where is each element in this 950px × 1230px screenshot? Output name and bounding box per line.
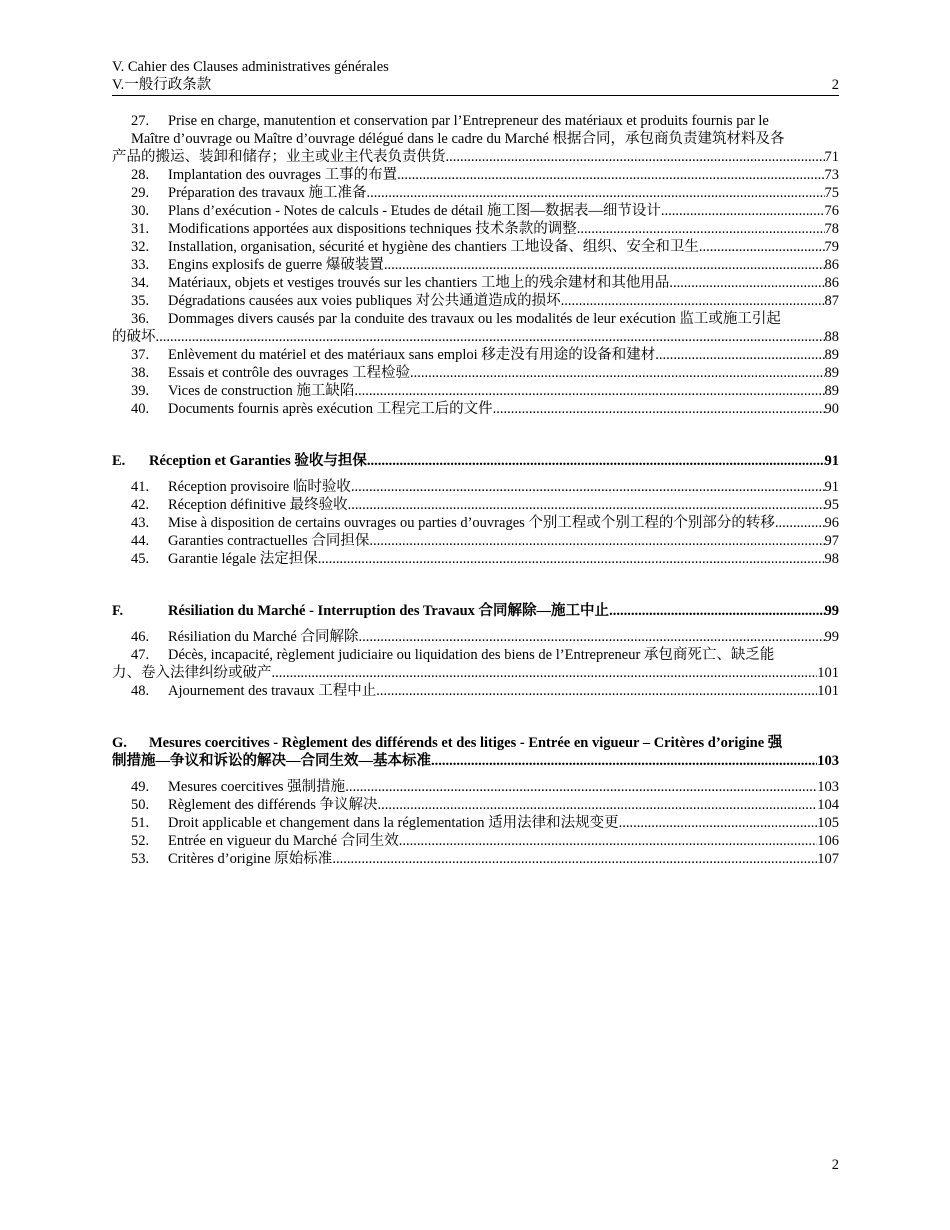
toc-line: [131, 310, 839, 328]
toc-entry[interactable]: [112, 532, 839, 550]
toc-line: [131, 400, 839, 418]
entry-title[interactable]: Garanties contractuelles 合同担保: [168, 533, 370, 549]
entry-title[interactable]: Maître d’ouvrage ou Maître d’ouvrage délégué dans le cadre du Marché 根据合同，承包商负责建筑材料及各: [131, 131, 785, 147]
toc-line: [131, 256, 839, 274]
toc-line: [112, 148, 839, 166]
section-heading[interactable]: [112, 452, 839, 470]
entry-title[interactable]: Préparation des travaux 施工准备: [168, 185, 367, 201]
toc-line: [131, 550, 839, 568]
entry-title[interactable]: Mise à disposition de certains ouvrages ou parties d’ouvrages 个别工程或个别工程的个别部分的转移: [168, 515, 775, 531]
toc-entry[interactable]: [112, 796, 839, 814]
footer-page-number: 2: [831, 1157, 839, 1173]
entry-title[interactable]: Réception définitive 最终验收: [168, 497, 348, 513]
entry-page-number[interactable]: 76: [824, 203, 839, 219]
entry-page-number[interactable]: 103: [817, 779, 839, 795]
entry-title[interactable]: 产品的搬运、装卸和储存；业主或业主代表负责供货: [112, 149, 446, 165]
entry-title[interactable]: Dégradations causées aux voies publiques 对公共通道造成的损坏: [168, 293, 561, 309]
entry-title[interactable]: Décès, incapacité, règlement judiciaire ou liquidation des biens de l’Entrepreneur 承包商死亡、缺乏能: [168, 647, 775, 663]
dot-leader: [619, 814, 818, 832]
entry-page-number[interactable]: 97: [824, 533, 839, 549]
toc-entry[interactable]: [112, 382, 839, 400]
entry-title[interactable]: Réception provisoire 临时验收: [168, 479, 351, 495]
toc-entry[interactable]: [112, 832, 839, 850]
dot-leader: [699, 238, 825, 256]
entry-number: 30.: [131, 203, 150, 219]
toc-entry[interactable]: [112, 682, 839, 700]
entry-page-number[interactable]: 89: [824, 365, 839, 381]
section-heading[interactable]: [112, 734, 839, 770]
entry-number: 31.: [131, 221, 150, 237]
dot-leader: [384, 256, 825, 274]
entry-title[interactable]: Règlement des différends 争议解决: [168, 797, 378, 813]
section-letter: F.: [112, 603, 124, 619]
entry-page-number[interactable]: 90: [824, 401, 839, 417]
toc-line: [131, 682, 839, 700]
entry-title[interactable]: Documents fournis après exécution 工程完工后的文件: [168, 401, 493, 417]
toc-entry[interactable]: [112, 274, 839, 292]
dot-leader: [661, 202, 825, 220]
entry-page-number[interactable]: 107: [817, 851, 839, 867]
toc-entry[interactable]: [112, 166, 839, 184]
entry-page-number[interactable]: 99: [824, 629, 839, 645]
toc-line: [131, 850, 839, 868]
dot-leader: [431, 752, 817, 770]
entry-page-number[interactable]: 101: [817, 665, 839, 681]
dot-leader: [669, 274, 824, 292]
entry-page-number[interactable]: 95: [824, 497, 839, 513]
entry-number: 34.: [131, 275, 150, 291]
entry-page-number[interactable]: 86: [824, 257, 839, 273]
toc-line: [131, 166, 839, 184]
entry-title[interactable]: Implantation des ouvrages 工事的布置: [168, 167, 398, 183]
toc-line: [112, 752, 839, 770]
toc-entry[interactable]: [112, 202, 839, 220]
entry-number: 44.: [131, 533, 150, 549]
toc-entry[interactable]: [112, 514, 839, 532]
entry-page-number[interactable]: 91: [824, 479, 839, 495]
toc-line: [131, 514, 839, 532]
entry-page-number[interactable]: 86: [824, 275, 839, 291]
dot-leader: [358, 628, 824, 646]
section-letter: E.: [112, 453, 126, 469]
entry-number: 32.: [131, 239, 150, 255]
toc-entry[interactable]: [112, 400, 839, 418]
toc-line: [131, 382, 839, 400]
toc-entry[interactable]: [112, 478, 839, 496]
toc-line: [131, 796, 839, 814]
entry-page-number[interactable]: 105: [817, 815, 839, 831]
entry-number: 45.: [131, 551, 150, 567]
entry-number: 39.: [131, 383, 150, 399]
toc-entry[interactable]: [112, 184, 839, 202]
toc-entry[interactable]: [112, 496, 839, 514]
entry-title[interactable]: Essais et contrôle des ouvrages 工程检验: [168, 365, 411, 381]
header-row: [112, 76, 839, 96]
entry-number: 28.: [131, 167, 150, 183]
entry-title[interactable]: Engins explosifs de guerre 爆破装置: [168, 257, 384, 273]
toc-line: [112, 602, 839, 620]
entry-page-number[interactable]: 98: [824, 551, 839, 567]
toc-line: [131, 184, 839, 202]
toc-entry[interactable]: [112, 310, 839, 346]
page-header: [112, 58, 839, 96]
entry-title[interactable]: Matériaux, objets et vestiges trouvés sur les chantiers 工地上的残余建材和其他用品: [168, 275, 670, 291]
entry-page-number[interactable]: 89: [824, 383, 839, 399]
dot-leader: [345, 778, 817, 796]
dot-leader: [397, 166, 824, 184]
toc-entry[interactable]: [112, 550, 839, 568]
section-page-number[interactable]: 103: [817, 753, 839, 769]
toc-line: [131, 478, 839, 496]
entry-title[interactable]: Résiliation du Marché 合同解除: [168, 629, 359, 645]
entry-number: 41.: [131, 479, 150, 495]
entry-number: 43.: [131, 515, 150, 531]
dot-leader: [351, 478, 825, 496]
dot-leader: [318, 550, 825, 568]
toc-line: [131, 814, 839, 832]
header-title-cn: V.一般行政条款: [112, 77, 212, 93]
entry-title[interactable]: Dommages divers causés par la conduite des travaux ou les modalités de leur exécution 监工或施工引起: [168, 311, 781, 327]
entry-page-number[interactable]: 88: [824, 329, 839, 345]
entry-number: 33.: [131, 257, 150, 273]
section-letter: G.: [112, 735, 127, 751]
entry-page-number[interactable]: 106: [817, 833, 839, 849]
dot-leader: [446, 148, 825, 166]
section-title[interactable]: 制措施—争议和诉讼的解决—合同生效—基本标准: [112, 753, 431, 769]
entry-title[interactable]: Enlèvement du matériel et des matériaux sans emploi 移走没有用途的设备和建材: [168, 347, 656, 363]
section-title[interactable]: Résiliation du Marché - Interruption des Travaux 合同解除—施工中止: [168, 603, 610, 619]
toc-line: [131, 202, 839, 220]
dot-leader: [367, 452, 825, 470]
dot-leader: [367, 184, 825, 202]
entry-number: 36.: [131, 311, 150, 327]
toc-entry[interactable]: [112, 256, 839, 274]
entry-page-number[interactable]: 79: [824, 239, 839, 255]
toc-line: [112, 664, 839, 682]
entry-number: 40.: [131, 401, 150, 417]
entry-title[interactable]: Modifications apportées aux dispositions techniques 技术条款的调整: [168, 221, 577, 237]
section-page-number[interactable]: 99: [824, 603, 839, 619]
entry-title[interactable]: Plans d’exécution - Notes de calculs - Etudes de détail 施工图—数据表—细节设计: [168, 203, 661, 219]
toc-entry[interactable]: [112, 112, 839, 166]
section-title[interactable]: Réception et Garanties 验收与担保: [149, 453, 367, 469]
entry-number: 29.: [131, 185, 150, 201]
entry-title[interactable]: 的破坏: [112, 329, 156, 345]
header-title-fr: V. Cahier des Clauses administratives générales: [112, 59, 389, 75]
toc-line: [131, 364, 839, 382]
entry-title[interactable]: Critères d’origine 原始标准: [168, 851, 333, 867]
entry-page-number[interactable]: 78: [824, 221, 839, 237]
toc-line: [131, 628, 839, 646]
toc-entry[interactable]: [112, 778, 839, 796]
toc-entry[interactable]: [112, 628, 839, 646]
entry-page-number[interactable]: 89: [824, 347, 839, 363]
toc-entry[interactable]: [112, 646, 839, 682]
entry-number: 49.: [131, 779, 150, 795]
entry-title[interactable]: Entrée en vigueur du Marché 合同生效: [168, 833, 399, 849]
dot-leader: [561, 292, 825, 310]
entry-title[interactable]: Mesures coercitives 强制措施: [168, 779, 346, 795]
dot-leader: [655, 346, 824, 364]
toc-line: [131, 130, 839, 148]
toc-entry[interactable]: [112, 850, 839, 868]
section-heading[interactable]: [112, 602, 839, 620]
toc-line: [131, 274, 839, 292]
entry-title[interactable]: Vices de construction 施工缺陷: [168, 383, 355, 399]
toc-entry[interactable]: [112, 364, 839, 382]
header-page-number: 2: [831, 77, 839, 93]
toc-line: [131, 238, 839, 256]
entry-number: 51.: [131, 815, 150, 831]
dot-leader: [332, 850, 817, 868]
entry-number: 38.: [131, 365, 150, 381]
entry-page-number[interactable]: 71: [824, 149, 839, 165]
entry-page-number[interactable]: 75: [824, 185, 839, 201]
toc-line: [131, 292, 839, 310]
entry-number: 52.: [131, 833, 150, 849]
entry-number: 53.: [131, 851, 150, 867]
entry-number: 48.: [131, 683, 150, 699]
toc-entry[interactable]: [112, 238, 839, 256]
entry-page-number[interactable]: 73: [824, 167, 839, 183]
toc-line: [131, 646, 839, 664]
section-title[interactable]: Mesures coercitives - Règlement des différends et des litiges - Entrée en vigueur – Critères d’origine 强: [149, 735, 783, 751]
entry-number: 37.: [131, 347, 150, 363]
dot-leader: [369, 532, 824, 550]
entry-title[interactable]: Installation, organisation, sécurité et hygiène des chantiers 工地设备、组织、安全和卫生: [168, 239, 699, 255]
toc-line: [112, 734, 839, 752]
dot-leader: [272, 664, 818, 682]
dot-leader: [378, 796, 818, 814]
entry-number: 47.: [131, 647, 150, 663]
dot-leader: [609, 602, 824, 620]
toc-entry[interactable]: [112, 220, 839, 238]
toc-entry[interactable]: [112, 814, 839, 832]
dot-leader: [493, 400, 825, 418]
entry-number: 46.: [131, 629, 150, 645]
toc-line: [131, 496, 839, 514]
entry-number: 35.: [131, 293, 150, 309]
dot-leader: [156, 328, 825, 346]
section-page-number[interactable]: 91: [824, 453, 839, 469]
entry-title[interactable]: Ajournement des travaux 工程中止: [168, 683, 377, 699]
dot-leader: [348, 496, 825, 514]
entry-title[interactable]: 力、卷入法律纠纷或破产: [112, 665, 272, 681]
toc-line: [112, 452, 839, 470]
toc-line: [131, 832, 839, 850]
entry-page-number[interactable]: 96: [824, 515, 839, 531]
dot-leader: [577, 220, 825, 238]
toc-entry[interactable]: [112, 346, 839, 364]
table-of-contents: [112, 112, 839, 868]
entry-page-number[interactable]: 101: [817, 683, 839, 699]
dot-leader: [399, 832, 818, 850]
dot-leader: [376, 682, 817, 700]
toc-line: [131, 112, 839, 130]
entry-title[interactable]: Prise en charge, manutention et conservation par l’Entrepreneur des matériaux et produits fournis par le: [168, 113, 769, 129]
entry-number: 27.: [131, 113, 150, 129]
dot-leader: [775, 514, 825, 532]
entry-page-number[interactable]: 104: [817, 797, 839, 813]
dot-leader: [410, 364, 824, 382]
entry-number: 50.: [131, 797, 150, 813]
entry-number: 42.: [131, 497, 150, 513]
toc-line: [131, 220, 839, 238]
dot-leader: [354, 382, 824, 400]
toc-line: [131, 778, 839, 796]
entry-page-number[interactable]: 87: [824, 293, 839, 309]
entry-title[interactable]: Garantie légale 法定担保: [168, 551, 318, 567]
toc-line: [131, 532, 839, 550]
entry-title[interactable]: Droit applicable et changement dans la réglementation 适用法律和法规变更: [168, 815, 619, 831]
toc-line: [112, 328, 839, 346]
toc-line: [131, 346, 839, 364]
toc-entry[interactable]: [112, 292, 839, 310]
